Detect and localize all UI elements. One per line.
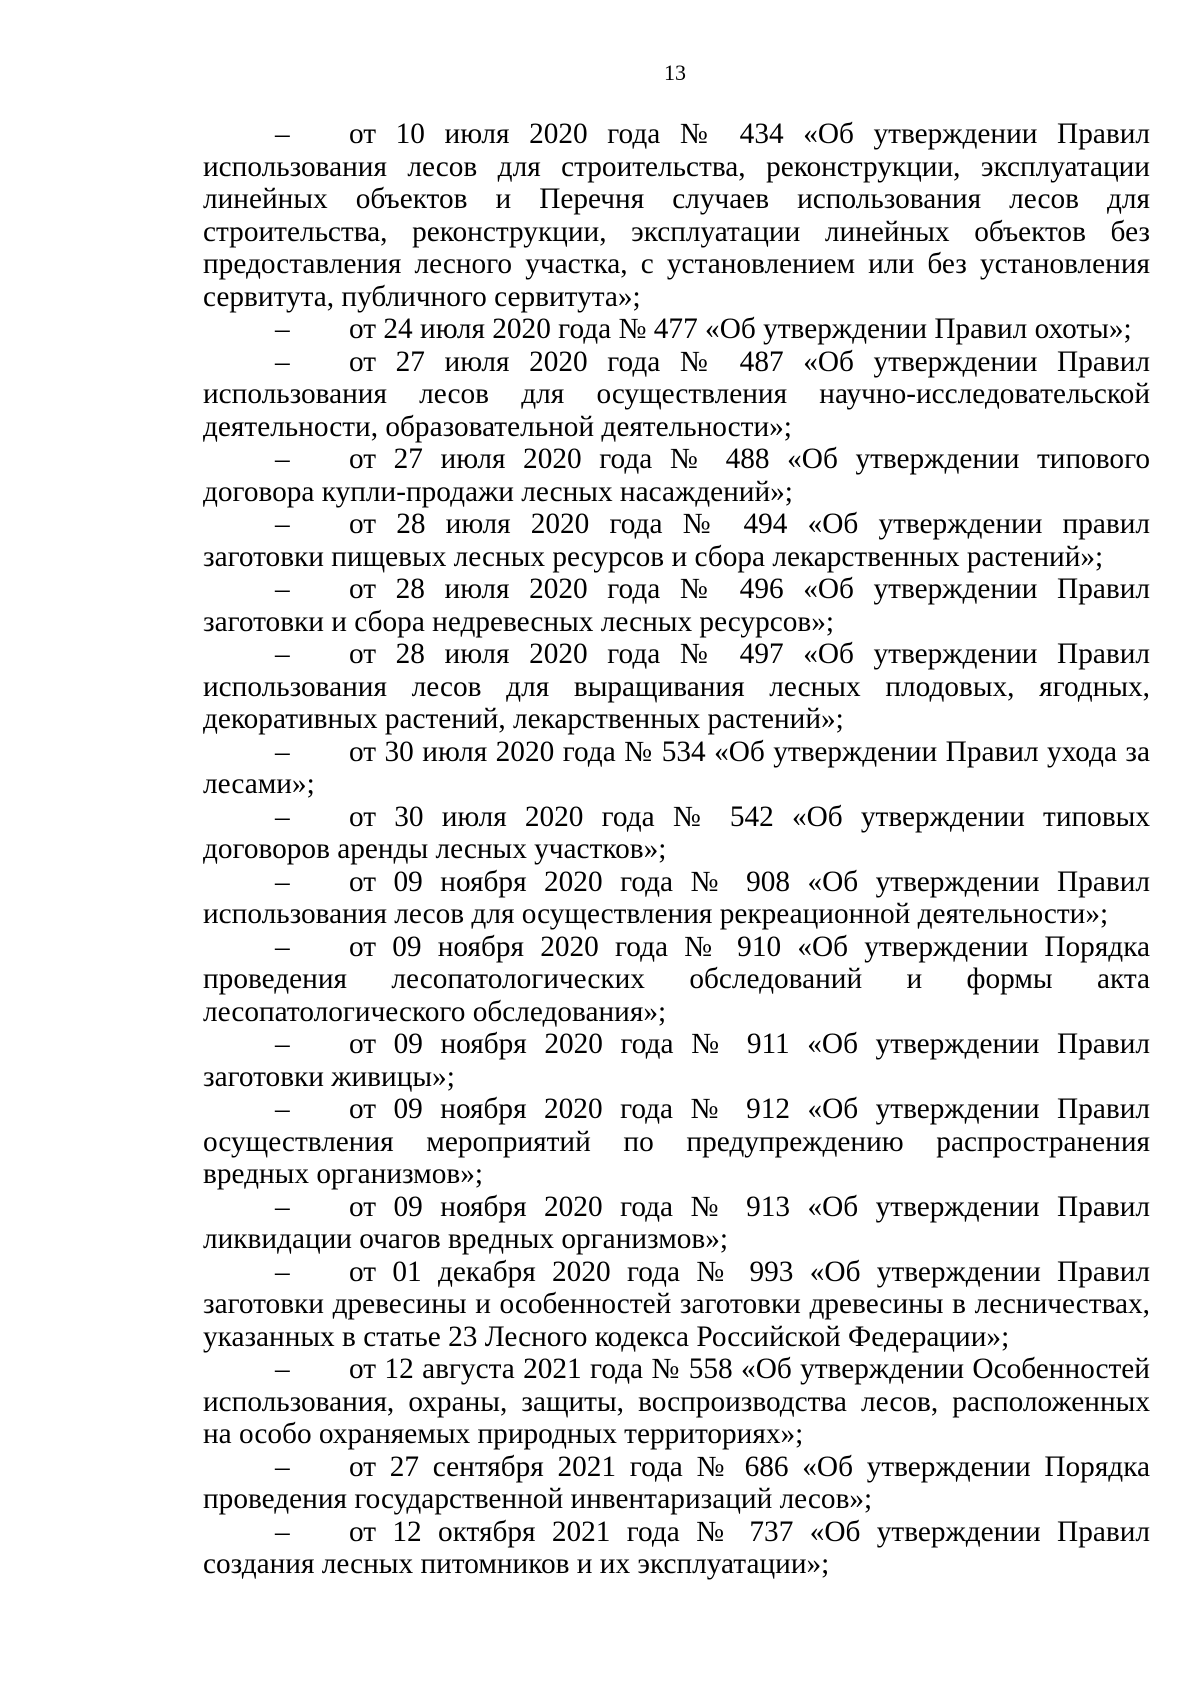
list-item-text: от 28 июля 2020 года № 497 «Об утверждении Правил использования лесов для выращивания лесных плодовых, ягодных, декоративных растений, лекарственных растений»;	[203, 638, 1150, 735]
list-dash: –	[275, 1093, 290, 1125]
list-item-text: от 30 июля 2020 года № 534 «Об утверждении Правил ухода за лесами»;	[203, 735, 1150, 800]
list-dash: –	[275, 345, 290, 378]
list-item	[203, 1516, 1150, 1581]
list-item-text: от 24 июля 2020 года № 477 «Об утверждении Правил охоты»;	[349, 313, 1132, 345]
list-dash: –	[275, 735, 290, 768]
list-dash: –	[275, 508, 290, 540]
list-item-text: от 12 августа 2021 года № 558 «Об утверждении Особенностей использования, охраны, защиты, воспроизводства лесов, расположенных на особо охраняемых природных территориях»;	[203, 1353, 1150, 1450]
list-item	[203, 931, 1150, 1029]
list-item	[203, 443, 1150, 508]
list-item	[203, 1028, 1150, 1093]
list-dash: –	[275, 1450, 290, 1483]
list-dash: –	[275, 638, 290, 670]
list-item	[203, 118, 1150, 313]
list-item	[203, 1256, 1150, 1354]
list-dash: –	[275, 1190, 290, 1223]
list-item-text: от 27 июля 2020 года № 488 «Об утверждении типового договора купли-продажи лесных насаждений»;	[203, 443, 1150, 508]
list-item	[203, 1353, 1150, 1451]
list-item	[203, 736, 1150, 801]
list-dash: –	[275, 1515, 290, 1548]
list-item-text: от 10 июля 2020 года № 434 «Об утверждении Правил использования лесов для строительства, реконструкции, эксплуатации линейных объектов и Перечня случаев использования лесов для строительства, реконструкции, эксплуатации линейных объектов без предоставления лесного участка, с установлением или без установления сервитута, публичного сервитута»;	[203, 118, 1150, 313]
list-dash: –	[275, 443, 290, 475]
list-dash: –	[275, 930, 290, 963]
list-dash: –	[275, 118, 290, 150]
list-item-text: от 27 июля 2020 года № 487 «Об утверждении Правил использования лесов для осуществления научно-исследовательской деятельности, образовательной деятельности»;	[203, 345, 1150, 443]
list-item	[203, 346, 1150, 444]
list-item-text: от 27 сентября 2021 года № 686 «Об утверждении Порядка проведения государственной инвентаризаций лесов»;	[203, 1450, 1150, 1515]
list-item-text: от 28 июля 2020 года № 494 «Об утверждении правил заготовки пищевых лесных ресурсов и сбора лекарственных растений»;	[203, 508, 1150, 573]
list-item-text: от 09 ноября 2020 года № 912 «Об утверждении Правил осуществления мероприятий по предупреждению распространения вредных организмов»;	[203, 1093, 1150, 1190]
list-item-text: от 01 декабря 2020 года № 993 «Об утверждении Правил заготовки древесины и особенностей заготовки древесины в лесничествах, указанных в статье 23 Лесного кодекса Российской Федерации»;	[203, 1255, 1150, 1353]
list-dash: –	[275, 1255, 290, 1288]
list-item-text: от 09 ноября 2020 года № 913 «Об утверждении Правил ликвидации очагов вредных организмов»;	[203, 1190, 1150, 1255]
list-item-text: от 28 июля 2020 года № 496 «Об утверждении Правил заготовки и сбора недревесных лесных ресурсов»;	[203, 573, 1150, 638]
list-item	[203, 313, 1150, 346]
list-item	[203, 866, 1150, 931]
list-dash: –	[275, 1353, 290, 1385]
list-dash: –	[275, 865, 290, 898]
list-item-text: от 12 октября 2021 года № 737 «Об утверждении Правил создания лесных питомников и их эксплуатации»;	[203, 1515, 1150, 1580]
list-item-text: от 09 ноября 2020 года № 911 «Об утверждении Правил заготовки живицы»;	[203, 1028, 1150, 1093]
list-item	[203, 1191, 1150, 1256]
list-item-text: от 30 июля 2020 года № 542 «Об утверждении типовых договоров аренды лесных участков»;	[203, 800, 1150, 865]
list-item	[203, 1451, 1150, 1516]
list-item	[203, 508, 1150, 573]
page-number: 13	[664, 60, 686, 85]
list-item	[203, 638, 1150, 736]
list-item-text: от 09 ноября 2020 года № 908 «Об утверждении Правил использования лесов для осуществления рекреационной деятельности»;	[203, 865, 1150, 930]
list-dash: –	[275, 1028, 290, 1060]
list-item-text: от 09 ноября 2020 года № 910 «Об утверждении Порядка проведения лесопатологических обследований и формы акта лесопатологического обследования»;	[203, 930, 1150, 1028]
list-item	[203, 573, 1150, 638]
list-dash: –	[275, 573, 290, 605]
list-dash: –	[275, 800, 290, 833]
list-item	[203, 801, 1150, 866]
list-item	[203, 1093, 1150, 1191]
list-dash: –	[275, 313, 290, 345]
decree-list	[203, 118, 1150, 1581]
